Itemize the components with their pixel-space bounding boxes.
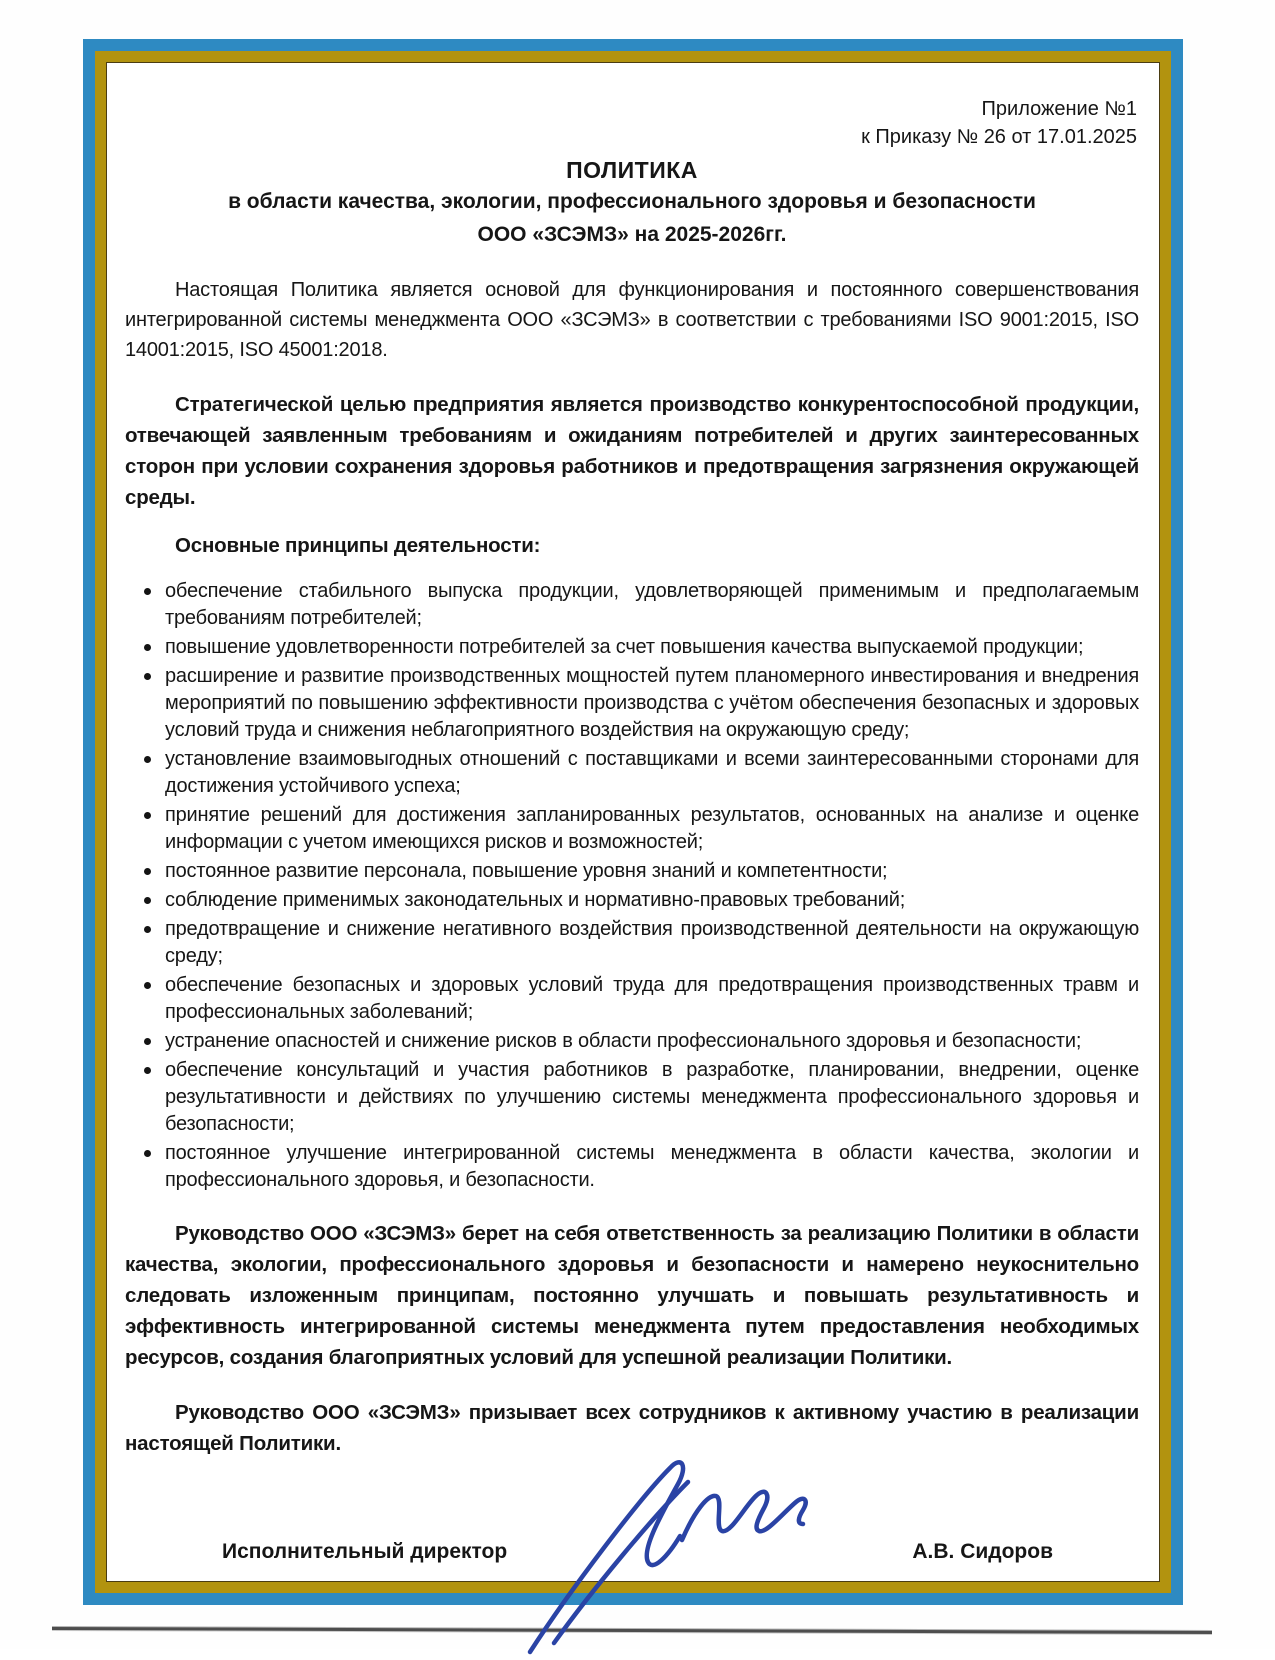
principles-heading: Основные принципы деятельности: — [175, 534, 541, 557]
principle-item: расширение и развитие производственных мощностей путем планомерного инвестирования и внедрения мероприятий по повышению эффективности производства с учётом обеспечения безопасных и здоровых условий труда и снижения неблагоприятного воздействия на окружающую среду; — [137, 663, 1139, 744]
principles-list — [137, 578, 1139, 1194]
signature-name-label: А.В. Сидоров — [912, 1540, 1053, 1563]
scan-edge-line — [52, 1627, 1212, 1634]
document-title — [125, 155, 1139, 251]
title-scope: в области качества, экологии, профессионального здоровья и безопасности — [228, 190, 1036, 213]
management-appeal-paragraph: Руководство ООО «ЗСЭМЗ» призывает всех сотрудников к активному участию в реализации настоящей Политики. — [125, 1401, 1139, 1455]
document-content — [117, 73, 1149, 1571]
principle-item: предотвращение и снижение негативного воздействия производственной деятельности на окружающую среду; — [137, 916, 1139, 970]
principle-item: соблюдение применимых законодательных и нормативно-правовых требований; — [137, 887, 1139, 914]
intro-paragraph: Настоящая Политика является основой для функционирования и постоянного совершенствования интегрированной системы менеджмента ООО «ЗСЭМЗ» в соответствии с требованиями ISO 9001:2015, ISO 14001:2015, ISO 45001:2018. — [125, 279, 1139, 361]
signature-role-label: Исполнительный директор — [222, 1540, 508, 1563]
principle-item: обеспечение стабильного выпуска продукции, удовлетворяющей применимым и предполагаемым требованиям потребителей; — [137, 578, 1139, 632]
strategic-goal-paragraph: Стратегической целью предприятия является производство конкурентоспособной продукции, отвечающей заявленным требованиям и ожиданиям потребителей и других заинтересованных сторон при условии сохранения здоровья работников и предотвращения загрязнения окружающей среды. — [125, 393, 1139, 509]
management-commitment-paragraph: Руководство ООО «ЗСЭМЗ» берет на себя ответственность за реализацию Политики в области качества, экологии, профессионального здоровья и безопасности и намерено неукоснительно следовать изложенным принципам, постоянно улучшать и повышать результативность и эффективность интегрированной системы менеджмента путем предоставления необходимых ресурсов, создания благоприятных условий для успешной реализации Политики. — [125, 1222, 1139, 1369]
order-reference-line: к Приказу № 26 от 17.01.2025 — [861, 126, 1137, 148]
decorative-border-blue — [83, 39, 1183, 1605]
principle-item: обеспечение безопасных и здоровых условий труда для предотвращения производственных травм и профессиональных заболеваний; — [137, 972, 1139, 1026]
principle-item: установление взаимовыгодных отношений с поставщиками и всеми заинтересованными сторонами для достижения устойчивого успеха; — [137, 746, 1139, 800]
principle-item: постоянное развитие персонала, повышение уровня знаний и компетентности; — [137, 858, 1139, 885]
title-company-period: ООО «ЗСЭМЗ» на 2025-2026гг. — [477, 223, 787, 246]
principle-item: обеспечение консультаций и участия работников в разработке, планировании, внедрении, оценке результативности и действиях по улучшению системы менеджмента профессионального здоровья и безопасности; — [137, 1057, 1139, 1138]
annex-number-line: Приложение №1 — [981, 98, 1137, 120]
principle-item: устранение опасностей и снижение рисков в области профессионального здоровья и безопасности; — [137, 1028, 1139, 1055]
decorative-border-gold — [95, 51, 1171, 1593]
principle-item: повышение удовлетворенности потребителей за счет повышения качества выпускаемой продукции; — [137, 634, 1139, 661]
principle-item: постоянное улучшение интегрированной системы менеджмента в области качества, экологии и профессионального здоровья, и безопасности. — [137, 1140, 1139, 1194]
title-main: ПОЛИТИКА — [566, 157, 698, 183]
annex-header — [125, 95, 1137, 151]
signature-block — [125, 1537, 1139, 1567]
principle-item: принятие решений для достижения запланированных результатов, основанных на анализе и оценке информации с учетом имеющихся рисков и возможностей; — [137, 802, 1139, 856]
